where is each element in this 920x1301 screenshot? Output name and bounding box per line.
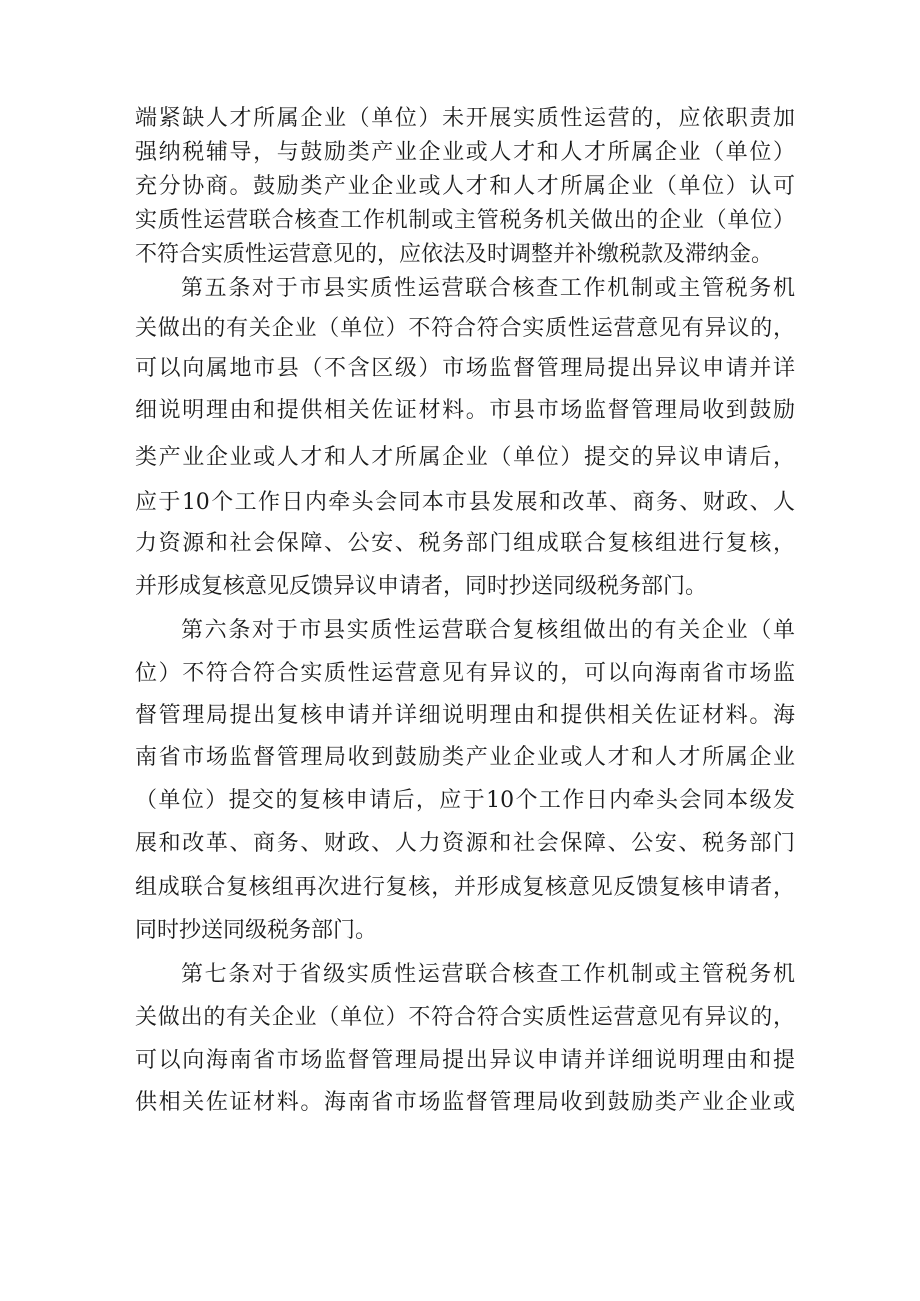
text-line: 并形成复核意见反馈异议申请者，同时抄送同级税务部门。 — [135, 574, 708, 599]
text-line: 关做出的有关企业（单位）不符合符合实质性运营意见有异议的， — [135, 316, 795, 341]
text-line: 南省市场监督管理局收到鼓励类产业企业或人才和人才所属企业 — [135, 745, 795, 770]
text-line: 可以向属地市县（不含区级）市场监督管理局提出异议申请并详 — [135, 356, 795, 381]
text-line: 督管理局提出复核申请并详细说明理由和提供相关佐证材料。海 — [135, 703, 795, 728]
text-line: 展和改革、商务、财政、人力资源和社会保障、公安、税务部门 — [135, 831, 795, 856]
text-line: 同时抄送同级税务部门。 — [135, 918, 378, 943]
text-line: 第六条对于市县实质性运营联合复核组做出的有关企业（单 — [181, 618, 795, 643]
text-line: 端紧缺人才所属企业（单位）未开展实质性运营的，应依职责加 — [135, 106, 795, 131]
text-line: 不符合实质性运营意见的，应依法及时调整并补缴税款及滞纳金。 — [135, 242, 774, 267]
text-line: 类产业企业或人才和人才所属企业（单位）提交的异议申请后， — [135, 445, 795, 470]
text-line: 组成联合复核组再次进行复核，并形成复核意见反馈复核申请者， — [135, 875, 795, 900]
text-line: 关做出的有关企业（单位）不符合符合实质性运营意见有异议的， — [135, 1005, 795, 1030]
text-line: （单位）提交的复核申请后，应于10个工作日内牵头会同本级发 — [135, 788, 795, 813]
text-line: 强纳税辅导，与鼓励类产业企业或人才和人才所属企业（单位） — [135, 140, 795, 165]
text-line: 第七条对于省级实质性运营联合核查工作机制或主管税务机 — [181, 962, 795, 987]
text-line: 供相关佐证材料。海南省市场监督管理局收到鼓励类产业企业或 — [135, 1090, 795, 1115]
text-line: 应于10个工作日内牵头会同本市县发展和改革、商务、财政、人 — [135, 490, 795, 515]
text-line: 第五条对于市县实质性运营联合核查工作机制或主管税务机 — [181, 276, 795, 301]
text-line: 力资源和社会保障、公安、税务部门组成联合复核组进行复核， — [135, 531, 795, 556]
text-line: 细说明理由和提供相关佐证材料。市县市场监督管理局收到鼓励 — [135, 398, 795, 423]
text-line: 实质性运营联合核查工作机制或主管税务机关做出的企业（单位） — [135, 208, 795, 233]
text-line: 充分协商。鼓励类产业企业或人才和人才所属企业（单位）认可 — [135, 174, 795, 199]
text-line: 可以向海南省市场监督管理局提出异议申请并详细说明理由和提 — [135, 1048, 795, 1073]
text-line: 位）不符合符合实质性运营意见有异议的，可以向海南省市场监 — [135, 661, 795, 686]
